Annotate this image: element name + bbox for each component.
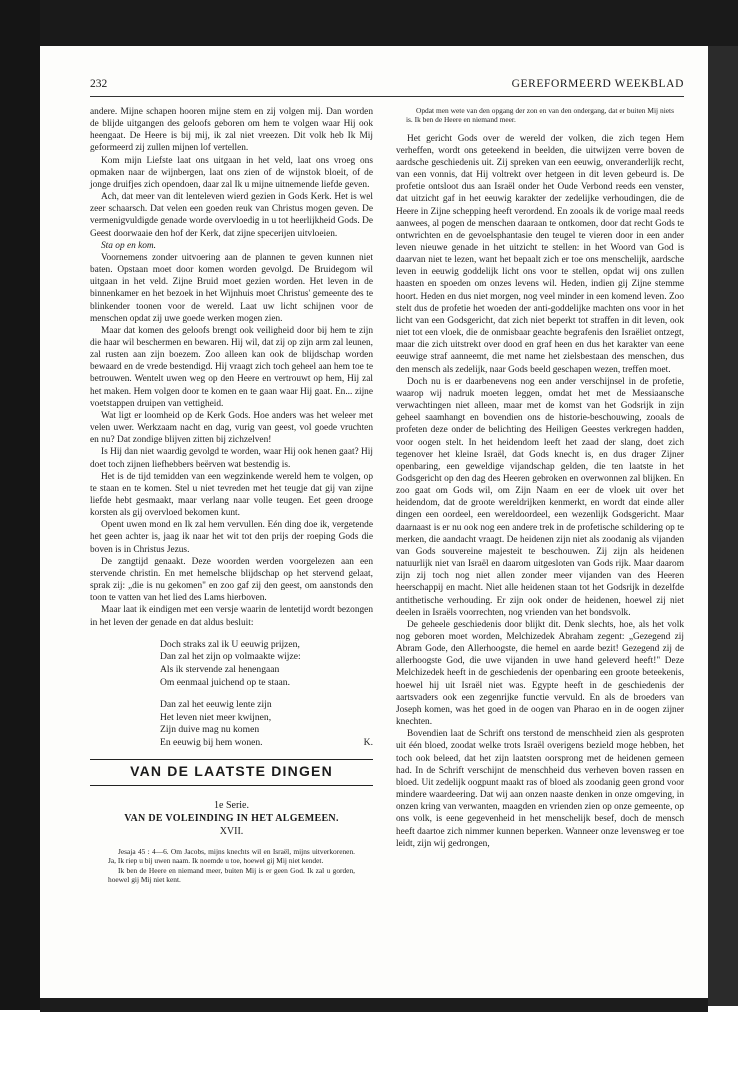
paragraph: Bovendien laat de Schrift ons terstond de menschheid zien als gesproten uit één bloed, zoodat welke trots Israël overigens bezield moge hebben, het toch ook beleed, dat het zijn laatsten oorsprong met de heidenen gemeen had. In de Schrift verschijnt de menschheid dus verheven boven rassen en bloed. Uit zedelijk oogpunt maakt ras of bloed als zoodanig geen grond voor mindere waardeering. Dat wij aan onzen naaste denken in onze omgeving, in onzen kring van verwanten, maagden en vrienden zien op onze gemeente, op ons volk, is eene gegevenheid in het menschelijk besef, doch de mensch heeft daartoe zich nimmer kunnen beperken. Wanneer onze levensweg er toe leidt, zijn wij gedrongen,: [396, 729, 684, 849]
paragraph: Het is de tijd temidden van een wegzinkende wereld hem te volgen, op te staan en te komen. Stel u niet tevreden met het teugje dat gij van zijne liefde hebt gesmaakt, maar verlang naar volle teugen. Eet geen drooge korsten als gij overvloed bekomen kunt.: [90, 471, 373, 519]
paragraph: De zangtijd genaakt. Deze woorden werden voorgelezen aan een stervende christin. En met hemelsche blijdschap op het stervend gelaat, sprak zij: „die is nu gekomen" en zoo gaf zij den geest, om aanstonds den toon te vatten van het lied des Lams hierboven.: [90, 556, 373, 604]
quote-paragraph: Ik ben de Heere en niemand meer, buiten Mij is er geen God. Ik zal u gorden, hoewel gij Mij niet kent.: [108, 865, 355, 884]
series-label: 1e Serie.: [214, 799, 249, 811]
scan-right-shadow: [708, 46, 738, 1006]
scripture-quote-continued: [406, 106, 674, 125]
scan-left-shadow: [0, 0, 40, 1068]
section-title: VAN DE LAATSTE DINGEN: [130, 763, 333, 780]
poem-line: Dan zal het eeuwig lente zijn: [160, 699, 272, 711]
paragraph: Maar dat komen des geloofs brengt ook veiligheid door bij hem te zijn die haar wil beschermen en bewaren. Hij wil, dat zij op zijn arm zal leunen, zal rusten aan zijn boezem. Zoo alleen kan ook de blijdschap worden bewaard en de vrede bestendigd. Hij vraagt zich toch geheel aan hem toe te betrouwen. Wentelt uwen weg op den Heere en vertrouwt op hem, Hij zal het maken. Hem volgen door te komen en te gaan waar Hij gaat. En... zijne voetstappen druipen van vettigheid.: [90, 325, 373, 409]
poem-line: Om eenmaal juichend op te staan.: [160, 676, 291, 688]
paragraph: Ach, dat meer van dit lenteleven wierd gezien in Gods Kerk. Het is wel zeer schaarsch. Dat velen een goeden reuk van Christus mogen geven. De vermenigvuldigde genade worde overvloedig in u tot heerlijkheid Gods. De Geest doorwaaie den hof der Kerk, dat zijne specerijen uitvloeien.: [90, 192, 373, 239]
masthead: GEREFORMEERD WEEKBLAD: [511, 78, 684, 90]
quote-paragraph: Jesaja 45 : 4—6. Om Jacobs, mijns knechts wil en Israël, mijns uitverkorenen. Ja, Ik riep u bij uwen naam. Ik noemde u toe, hoewel gij Mij niet kendet.: [108, 847, 355, 866]
paragraph: Is Hij dan niet waardig gevolgd te worden, waar Hij ook henen gaat? Hij doet toch zijnen liefhebbers beërven wat bestendig is.: [90, 447, 373, 470]
author-signature: K.: [363, 736, 373, 748]
scan-bottom-margin: [0, 1010, 738, 1068]
poem-line: Doch straks zal ik U eeuwig prijzen,: [160, 638, 300, 650]
page-number: 232: [90, 78, 108, 90]
quote-paragraph: Opdat men wete van den opgang der zon en van den ondergang, dat er buiten Mij niets is. Ik ben de Heere en niemand meer.: [406, 106, 674, 125]
paragraph: De geheele geschiedenis door blijkt dit. Denk slechts, hoe, als het volk nog geboren moet worden, Melchizedek Abraham zegent: „Gezegend zij Abram Gode, den Allerhoogste, die hemel en aarde bezit! Gezegend zij de allerhoogste God, die uwe vijanden in uwe hand geleverd heeft!" Deze Melchizedek heeft in de geschiedenis der openbaring een groote beteekenis, hoewel hij uit Israël niet was. Egypte heeft in de geschiedenis der aartsvaders ook een zegenrijke functie vervuld. En als de broeders van Joseph komen, was het goed in de oogen van Pharao en in de oogen zijner knechten.: [396, 619, 684, 728]
scan-top-shadow: [0, 0, 738, 46]
paragraph: Maar laat ik eindigen met een versje waarin de lentetijd wordt bezongen in het leven der genade en dat aldus besluit:: [90, 605, 373, 628]
left-column: [90, 106, 373, 884]
poem-line: En eeuwig bij hem wonen.: [160, 736, 263, 748]
paragraph: Opent uwen mond en Ik zal hem vervullen. Eén ding doe ik, vergetende het geen achter is, jaag ik naar het wit tot den prijs der roeping Gods die boven is in Christus Jezus.: [90, 520, 373, 555]
poem-line: Dan zal het zijn op volmaakte wijze:: [160, 651, 301, 663]
paragraph: Het gericht Gods over de wereld der volken, die zich tegen Hem verheffen, wordt ons geteekend in beelden, die uitwijzen verre boven de aardsche geschiedenis uit. Zij spreken van een eeuwig, onveranderlijk recht, van een vonnis, dat Hij voltrekt over hetgeen in dit leven gebeurd is. De profetie ontsloot dus aan Israël onder het Oude Verbond reeds een venster, dat uitzicht gaf in het eeuwig karakter der zedelijke verhoudingen, die de Heere in Zijne schepping heeft verordend. En zooals ik de vorige maal reeds aanwees, al pogen de menschen daaraan te ontkomen, door dat recht Gods te ontwrichten en de gevoelsphantasie den teugel te vieren door in een ander leven nieuwe genade in het uitzicht te stellen: in het Woord van God is daarvan niet te lezen, want het bepaalt zich er toe ons menschelijk, aardsche leven in eeuwig goddelijk licht ons voor te stellen, opdat wij ons zullen haasten en spoeden om onzes levens wil. Heden, indien gij Zijne stemme hoort. Heden en dus niet morgen, nog veel minder in een komend leven. Zoo stelt dus de profetie het woeden der anti-goddelijke machten ons voor in het licht van een Godsgericht, dat zich niet beperkt tot straffen in dit leven, ook niet tot een vloek, die de onmisbaar geachte begrafenis den Israëliet ontzegt, maar die zich uitstrekt over dood en graf heen en dus het karakter van eene eeuwige straf aanneemt, die met name het zielsbestaan des menschen, dus den mensch als zedelijk, naar Gods beeld geschapen wezen, treffen moet.: [396, 133, 684, 375]
paragraph: Sta op en kom.: [101, 240, 157, 251]
paragraph: andere. Mijne schapen hooren mijne stem en zij volgen mij. Dan worden de blijde uitgangen des geloofs geboren om hem te volgen waar Hij ook heengaat. De Heere is bij mij, ik zal niet vreezen. Dit volk heb Ik Mij geformeerd zij zullen mijnen lof vertellen.: [90, 107, 373, 154]
chapter-number: XVII.: [219, 825, 244, 837]
section-heading: [90, 759, 373, 785]
poem: [90, 639, 373, 750]
left-paragraphs: [90, 106, 373, 629]
poem-line: Als ik stervende zal henengaan: [160, 663, 280, 675]
article-subheading: VAN DE VOLEINDING IN HET ALGEMEEN.: [124, 812, 339, 824]
scripture-quote: [108, 847, 355, 884]
scan-bottom-shadow: [40, 998, 708, 1012]
newspaper-page: [40, 46, 708, 998]
paragraph: Doch nu is er daarbenevens nog een ander verschijnsel in de profetie, waarop wij nadruk moeten leggen, omdat het met de Messiaansche verwachtingen niet alleen, maar met de komst van het Godsrijk in zijn geheel saamhangt en bovendien ons de historie-beschouwing, zooals de profeten deze onder de belichting des Heiligen Geestes verkregen hadden, voor oogen stelt. In het heidendom leeft het zaad der slang, doet zich tegenover het kleine Israël, dat Gods knecht is, en dus drager Zijner openbaring, een geweldige vijandschap gelden, die ten laatste in het Godsgericht op den dag des Heeren gebroken en overwonnen zal blijken. En zoo gaat om Gods wil, om Zijn Naam en eer de vloek uit over het heidendom, dat de groote wereldrijken kenmerkt, en wordt dat einde aller dingen een oordeel, een wereldoordeel, een wezenlijk Godsgericht. Maar daarnaast is er nu ook nog een andere trek in de profetische schildering op te merken, die aandacht vraagt. De heidenen zijn niet als zoodanig als vijanden van Gods souvereine majesteit te beschouwen. Zij zijn als heidenen natuurlijk niet van Israël en daarom uitgesloten van Gods rijk. Maar daarom zijn zij toch nog niet allen zonder meer vijanden van des Heeren heerschappij en macht. Niet alle heidenen staan tot het Godsrijk in dezelfde antithetische verhouding. Er zijn ook onder de heidenen, hoewel zij niet deelen in Israëls voorrechten, nog vrienden van het bondsvolk.: [396, 376, 684, 618]
poem-stanza: [160, 699, 373, 749]
poem-stanza: [160, 639, 373, 689]
poem-line: Het leven niet meer kwijnen,: [160, 711, 272, 723]
paragraph: Kom mijn Liefste laat ons uitgaan in het veld, laat ons vroeg ons opmaken naar de wijnbergen, laat ons zien of de wijnstok bloeit, of de jonge druifjes zich opendoen, daar zal Ik u mijne uitnemende liefde geven.: [90, 155, 373, 190]
poem-line: Zijn duive mag nu komen: [160, 724, 260, 736]
right-column: [396, 106, 684, 850]
paragraph: Wat ligt er loomheid op de Kerk Gods. Hoe anders was het weleer met velen uwer. Werkzaam nacht en dag, vurig van geest, vol goede vruchten en nu? Dat zondige blijven zitten bij zichzelven!: [90, 410, 373, 446]
page-header: [90, 76, 684, 97]
paragraph: Voornemens zonder uitvoering aan de plannen te geven kunnen niet baten. Opstaan moet door komen worden gevolgd. De Bruidegom wil uitgaan in het veld. Zijne Bruid moet gezien worden. Het leven in de binnenkamer en het bezoek in het Wijnhuis moet Christus' gemeente des te blinkender toonen voor de wereld. Laat uw licht schijnen voor de menschen opdat zij uwe goede werken mogen zien.: [90, 252, 373, 324]
